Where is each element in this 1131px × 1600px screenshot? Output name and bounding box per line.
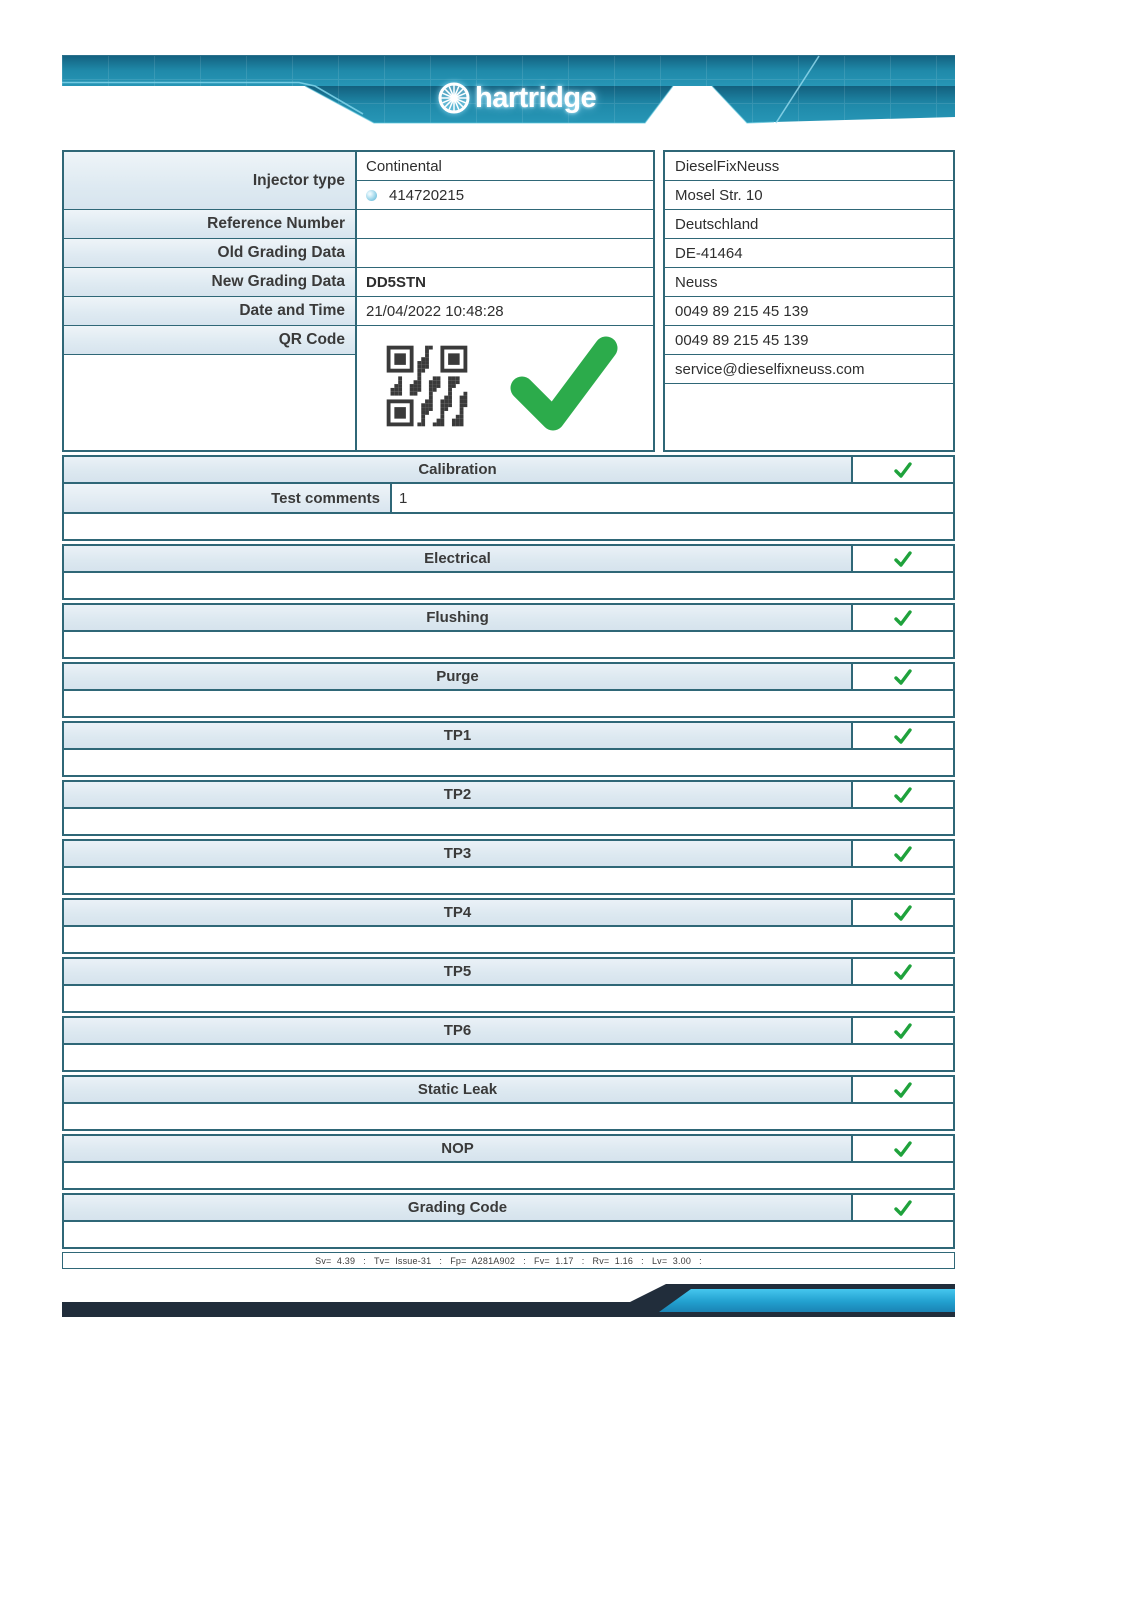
section-title: TP1	[64, 723, 851, 748]
section-spacer	[64, 1102, 953, 1129]
section-tp6	[62, 1016, 955, 1072]
status-cell	[851, 1195, 953, 1220]
section-title: Calibration	[64, 457, 851, 482]
section-tp4	[62, 898, 955, 954]
status-cell	[851, 664, 953, 689]
new-grading-value: DD5STN	[357, 268, 653, 297]
section-spacer	[64, 571, 953, 598]
workshop-city: Neuss	[665, 268, 953, 297]
status-cell	[851, 605, 953, 630]
workshop-street: Mosel Str. 10	[665, 181, 953, 210]
qr-code-graphic	[379, 338, 475, 434]
section-calibration	[62, 455, 955, 541]
status-cell	[851, 546, 953, 571]
check-icon	[894, 787, 912, 803]
check-icon	[894, 551, 912, 567]
old-grading-label: Old Grading Data	[64, 239, 357, 268]
section-static-leak	[62, 1075, 955, 1131]
section-spacer	[64, 689, 953, 716]
new-grading-label: New Grading Data	[64, 268, 357, 297]
injector-part-number-row	[357, 181, 653, 210]
section-title: Grading Code	[64, 1195, 851, 1220]
footer-banner	[62, 1283, 955, 1317]
section-spacer	[64, 512, 953, 539]
section-spacer	[64, 1043, 953, 1070]
check-icon	[894, 462, 912, 478]
datetime-value: 21/04/2022 10:48:28	[357, 297, 653, 326]
wheel-badge-icon	[366, 190, 377, 201]
label-column-filler	[64, 355, 357, 450]
section-nop	[62, 1134, 955, 1190]
status-cell	[851, 723, 953, 748]
section-title: Purge	[64, 664, 851, 689]
section-title: Flushing	[64, 605, 851, 630]
section-grading-code	[62, 1193, 955, 1249]
section-spacer	[64, 1220, 953, 1247]
version-info-strip: Sv= 4.39 : Tv= Issue-31 : Fp= A281A902 : Fv= 1.17 : Rv= 1.16 : Lv= 3.00 :	[62, 1252, 955, 1269]
check-icon	[894, 669, 912, 685]
check-icon	[894, 1082, 912, 1098]
qr-code-label: QR Code	[64, 326, 357, 355]
status-cell	[851, 1077, 953, 1102]
check-icon	[894, 1200, 912, 1216]
brand-name: hartridge	[475, 81, 597, 114]
section-spacer	[64, 630, 953, 657]
reference-number-label: Reference Number	[64, 210, 357, 239]
section-title: TP6	[64, 1018, 851, 1043]
test-results	[62, 455, 955, 1269]
check-icon	[894, 846, 912, 862]
section-title: TP2	[64, 782, 851, 807]
check-icon	[894, 964, 912, 980]
section-title: NOP	[64, 1136, 851, 1161]
status-cell	[851, 1136, 953, 1161]
qr-code-cell	[357, 326, 653, 450]
injector-info-table	[62, 150, 655, 452]
overall-pass-check-icon	[507, 334, 619, 434]
section-tp2	[62, 780, 955, 836]
workshop-fax: 0049 89 215 45 139	[665, 326, 953, 355]
injector-type-label: Injector type	[64, 152, 357, 210]
status-cell	[851, 1018, 953, 1043]
test-comments-row	[64, 482, 953, 512]
check-icon	[894, 728, 912, 744]
section-title: Electrical	[64, 546, 851, 571]
injector-part-number-value: 414720215	[389, 186, 465, 204]
section-flushing	[62, 603, 955, 659]
section-title: TP3	[64, 841, 851, 866]
check-icon	[894, 1141, 912, 1157]
section-spacer	[64, 866, 953, 893]
section-tp5	[62, 957, 955, 1013]
check-icon	[894, 1023, 912, 1039]
section-spacer	[64, 748, 953, 775]
section-title: TP4	[64, 900, 851, 925]
reference-number-value	[357, 210, 653, 239]
workshop-postcode: DE-41464	[665, 239, 953, 268]
section-title: Static Leak	[64, 1077, 851, 1102]
old-grading-value	[357, 239, 653, 268]
test-comments-value: 1	[392, 484, 953, 512]
section-electrical	[62, 544, 955, 600]
check-icon	[894, 610, 912, 626]
section-purge	[62, 662, 955, 718]
workshop-phone: 0049 89 215 45 139	[665, 297, 953, 326]
section-tp3	[62, 839, 955, 895]
status-cell	[851, 841, 953, 866]
wheel-icon	[436, 80, 472, 116]
section-title: TP5	[64, 959, 851, 984]
section-spacer	[64, 1161, 953, 1188]
workshop-name: DieselFixNeuss	[665, 152, 953, 181]
section-spacer	[64, 807, 953, 834]
workshop-info-table	[663, 150, 955, 452]
injector-make-value: Continental	[357, 152, 653, 181]
workshop-empty-row	[665, 384, 953, 450]
section-tp1	[62, 721, 955, 777]
brand-logo	[436, 80, 596, 116]
status-cell	[851, 782, 953, 807]
status-cell	[851, 457, 953, 482]
check-icon	[894, 905, 912, 921]
section-spacer	[64, 984, 953, 1011]
workshop-email: service@dieselfixneuss.com	[665, 355, 953, 384]
status-cell	[851, 900, 953, 925]
test-comments-label: Test comments	[64, 484, 392, 512]
section-spacer	[64, 925, 953, 952]
status-cell	[851, 959, 953, 984]
workshop-country: Deutschland	[665, 210, 953, 239]
datetime-label: Date and Time	[64, 297, 357, 326]
